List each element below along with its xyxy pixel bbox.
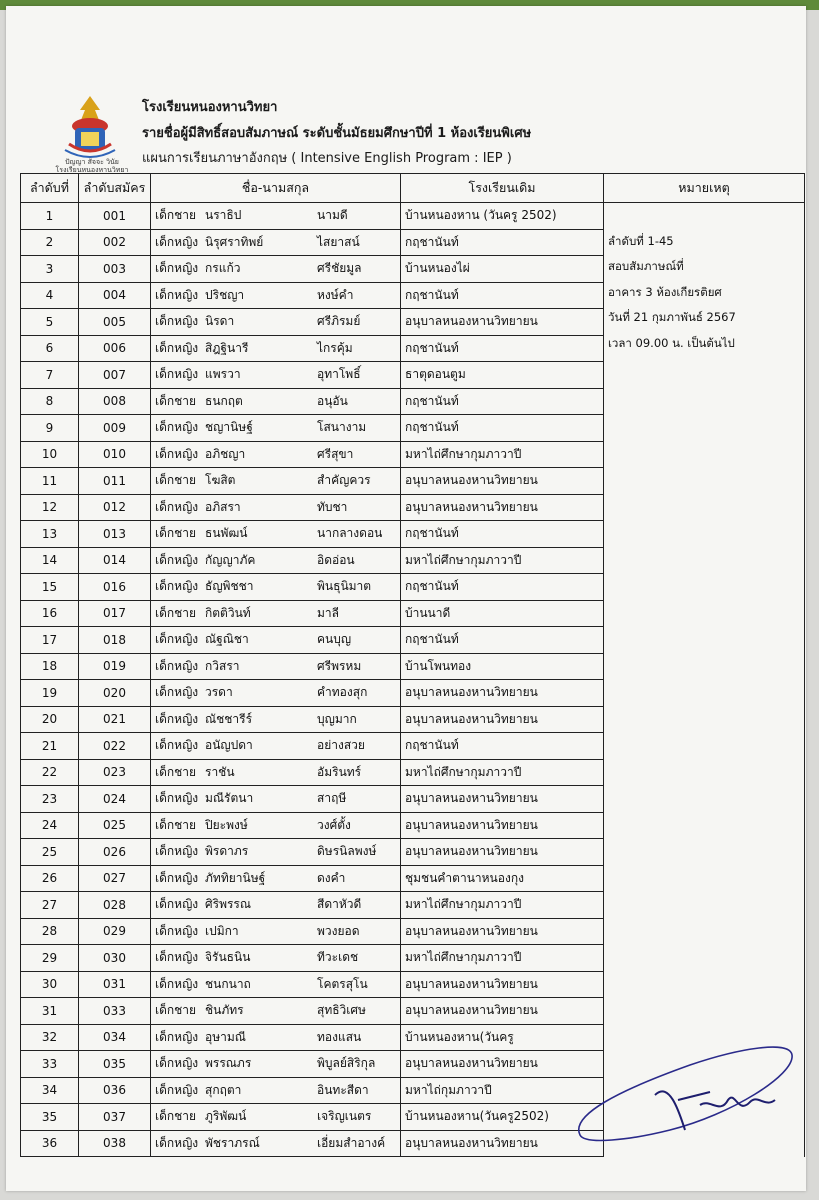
name-title: เด็กหญิง	[155, 446, 199, 461]
name-title: เด็กหญิง	[155, 314, 199, 329]
last-name: โสนางาม	[317, 420, 367, 435]
name-title: เด็กหญิง	[155, 658, 199, 673]
first-name: กัญญาภัค	[205, 552, 256, 567]
cell-app-no: 023	[79, 759, 151, 786]
cell-school: บ้านนาดี	[401, 600, 604, 627]
first-name: ปิยะพงษ์	[205, 817, 248, 832]
cell-no: 5	[21, 309, 79, 336]
cell-app-no: 020	[79, 680, 151, 707]
cell-no: 28	[21, 918, 79, 945]
cell-app-no: 013	[79, 521, 151, 548]
last-name: พินธุนิมาต	[317, 579, 372, 594]
cell-name	[151, 706, 401, 733]
cell-name	[151, 1077, 401, 1104]
name-title: เด็กหญิง	[155, 923, 199, 938]
cell-app-no: 017	[79, 600, 151, 627]
cell-name	[151, 865, 401, 892]
cell-name	[151, 441, 401, 468]
cell-name	[151, 1130, 401, 1157]
cell-name	[151, 388, 401, 415]
last-name: คนบุญ	[317, 632, 352, 647]
last-name: ศรีพรหม	[317, 658, 362, 673]
cell-remark	[604, 203, 805, 1157]
first-name: อุษามณี	[205, 1029, 246, 1044]
cell-school: บ้านหนองหาน(วันครู2502)	[401, 1104, 604, 1131]
name-title: เด็กหญิง	[155, 711, 199, 726]
school-name: โรงเรียนหนองหานวิทยา	[142, 100, 278, 115]
cell-no: 22	[21, 759, 79, 786]
cell-name	[151, 839, 401, 866]
name-title: เด็กหญิง	[155, 367, 199, 382]
first-name: ปริชญา	[205, 287, 245, 302]
last-name: อัมรินทร์	[317, 764, 362, 779]
cell-app-no: 038	[79, 1130, 151, 1157]
cell-name	[151, 574, 401, 601]
cell-school: ชุมชนคำตานาหนองกุง	[401, 865, 604, 892]
cell-app-no: 019	[79, 653, 151, 680]
cell-school: อนุบาลหนองหานวิทยายน	[401, 1051, 604, 1078]
school-logo-icon	[55, 92, 125, 167]
first-name: วรดา	[205, 685, 233, 700]
cell-no: 15	[21, 574, 79, 601]
cell-school: ธาตุดอนตูม	[401, 362, 604, 389]
cell-school: มหาไถ่ศึกษากุมภาวาปี	[401, 547, 604, 574]
cell-no: 11	[21, 468, 79, 495]
col-header-no: ลำดับที่	[21, 174, 79, 203]
first-name: ราชัน	[205, 764, 235, 779]
first-name: สิฎฐินารี	[205, 340, 249, 355]
first-name: เปมิกา	[205, 923, 239, 938]
cell-no: 30	[21, 971, 79, 998]
last-name: อิดอ่อน	[317, 552, 355, 567]
cell-app-no: 026	[79, 839, 151, 866]
first-name: มณีรัตนา	[205, 791, 254, 806]
remark-line: อาคาร 3 ห้องเกียรติยศ	[608, 284, 722, 299]
cell-name	[151, 282, 401, 309]
cell-no: 17	[21, 627, 79, 654]
last-name: ทีวะเดช	[317, 950, 359, 965]
cell-school: บ้านหนองหาน(วันครู	[401, 1024, 604, 1051]
first-name: กวิสรา	[205, 658, 240, 673]
name-title: เด็กหญิง	[155, 1082, 199, 1097]
last-name: สำคัญควร	[317, 473, 371, 488]
last-name: ดิษรนิลพงษ์	[317, 844, 377, 859]
last-name: ดงคำ	[317, 870, 346, 885]
cell-no: 4	[21, 282, 79, 309]
cell-name	[151, 812, 401, 839]
cell-school: กฤชานันท์	[401, 229, 604, 256]
logo-school: โรงเรียนหนองหานวิทยา	[55, 166, 129, 174]
cell-no: 34	[21, 1077, 79, 1104]
last-name: อุทาโพธิ์	[317, 367, 361, 382]
first-name: ณัชชารีร์	[205, 711, 253, 726]
cell-app-no: 002	[79, 229, 151, 256]
last-name: อนุอัน	[317, 393, 348, 408]
cell-name	[151, 256, 401, 283]
name-title: เด็กหญิง	[155, 870, 199, 885]
cell-no: 26	[21, 865, 79, 892]
cell-app-no: 030	[79, 945, 151, 972]
first-name: จิรันธนิน	[205, 950, 251, 965]
cell-no: 6	[21, 335, 79, 362]
last-name: เจริญเนตร	[317, 1109, 372, 1124]
cell-school: อนุบาลหนองหานวิทยายน	[401, 494, 604, 521]
name-title: เด็กหญิง	[155, 261, 199, 276]
cell-app-no: 010	[79, 441, 151, 468]
last-name: อินทะสีดา	[317, 1082, 369, 1097]
cell-name	[151, 203, 401, 230]
cell-app-no: 022	[79, 733, 151, 760]
cell-no: 25	[21, 839, 79, 866]
remark-line: เวลา 09.00 น. เป็นต้นไป	[608, 335, 735, 350]
first-name: อภิชญา	[205, 446, 246, 461]
cell-name	[151, 229, 401, 256]
cell-app-no: 029	[79, 918, 151, 945]
cell-no: 13	[21, 521, 79, 548]
program-name: แผนการเรียนภาษาอังกฤษ ( Intensive English Program : IEP )	[142, 151, 512, 166]
name-title: เด็กชาย	[155, 1109, 197, 1124]
cell-no: 31	[21, 998, 79, 1025]
cell-name	[151, 547, 401, 574]
last-name: สาฤษี	[317, 791, 347, 806]
cell-school: บ้านหนองหาน (วันครู 2502)	[401, 203, 604, 230]
cell-school: กฤชานันท์	[401, 574, 604, 601]
cell-no: 24	[21, 812, 79, 839]
name-title: เด็กหญิง	[155, 499, 199, 514]
signature-icon	[560, 1020, 810, 1160]
cell-name	[151, 998, 401, 1025]
cell-no: 12	[21, 494, 79, 521]
last-name: ศรีชัยมูล	[317, 261, 362, 276]
first-name: นิรุศราทิพย์	[205, 234, 264, 249]
name-title: เด็กชาย	[155, 1003, 197, 1018]
last-name: คำทองสุก	[317, 685, 368, 700]
name-title: เด็กชาย	[155, 817, 197, 832]
cell-school: มหาไถ่กุมภาวาปี	[401, 1077, 604, 1104]
cell-app-no: 024	[79, 786, 151, 813]
cell-school: กฤชานันท์	[401, 335, 604, 362]
cell-no: 20	[21, 706, 79, 733]
name-title: เด็กหญิง	[155, 579, 199, 594]
cell-school: อนุบาลหนองหานวิทยายน	[401, 786, 604, 813]
cell-school: มหาไถ่ศึกษากุมภาวาปี	[401, 945, 604, 972]
cell-app-no: 028	[79, 892, 151, 919]
col-header-school: โรงเรียนเดิม	[401, 174, 604, 203]
cell-school: อนุบาลหนองหานวิทยายน	[401, 706, 604, 733]
cell-app-no: 025	[79, 812, 151, 839]
name-title: เด็กหญิง	[155, 897, 199, 912]
cell-app-no: 004	[79, 282, 151, 309]
cell-app-no: 037	[79, 1104, 151, 1131]
name-title: เด็กหญิง	[155, 738, 199, 753]
cell-no: 3	[21, 256, 79, 283]
last-name: บุญมาก	[317, 711, 357, 726]
first-name: อนัญปดา	[205, 738, 253, 753]
remark-line: สอบสัมภาษณ์ที่	[608, 259, 684, 274]
cell-no: 19	[21, 680, 79, 707]
cell-app-no: 031	[79, 971, 151, 998]
cell-no: 33	[21, 1051, 79, 1078]
name-title: เด็กหญิง	[155, 1056, 199, 1071]
name-title: เด็กหญิง	[155, 950, 199, 965]
cell-no: 14	[21, 547, 79, 574]
last-name: โคตรสุโน	[317, 976, 368, 991]
cell-school: บ้านหนองไผ่	[401, 256, 604, 283]
first-name: แพรวา	[205, 367, 241, 382]
remark-line: วันที่ 21 กุมภาพันธ์ 2567	[608, 310, 736, 325]
name-title: เด็กหญิง	[155, 234, 199, 249]
first-name: ภัททิยานิษฐ์	[205, 870, 266, 885]
cell-school: อนุบาลหนองหานวิทยายน	[401, 309, 604, 336]
first-name: ชนกนาถ	[205, 976, 251, 991]
cell-school: บ้านโพนทอง	[401, 653, 604, 680]
col-header-remark: หมายเหตุ	[604, 174, 805, 203]
cell-app-no: 027	[79, 865, 151, 892]
cell-app-no: 007	[79, 362, 151, 389]
cell-no: 2	[21, 229, 79, 256]
cell-school: กฤชานันท์	[401, 415, 604, 442]
cell-no: 1	[21, 203, 79, 230]
cell-name	[151, 1104, 401, 1131]
cell-app-no: 005	[79, 309, 151, 336]
cell-school: มหาไถ่ศึกษากุมภาวาปี	[401, 892, 604, 919]
cell-school: อนุบาลหนองหานวิทยายน	[401, 680, 604, 707]
cell-app-no: 033	[79, 998, 151, 1025]
last-name: ศรีสุขา	[317, 446, 354, 461]
cell-name	[151, 653, 401, 680]
remark-line: ลำดับที่ 1-45	[608, 233, 674, 248]
cell-name	[151, 335, 401, 362]
last-name: สีดาหัวดี	[317, 897, 362, 912]
first-name: กิตติวินท์	[205, 605, 251, 620]
name-title: เด็กหญิง	[155, 552, 199, 567]
cell-no: 16	[21, 600, 79, 627]
first-name: ภูริพัฒน์	[205, 1109, 247, 1124]
cell-school: มหาไถ่ศึกษากุมภาวาปี	[401, 759, 604, 786]
cell-no: 29	[21, 945, 79, 972]
cell-name	[151, 733, 401, 760]
cell-name	[151, 494, 401, 521]
last-name: สุทธิวิเศษ	[317, 1003, 366, 1018]
last-name: หงษ์คำ	[317, 287, 354, 302]
cell-name	[151, 1024, 401, 1051]
cell-name	[151, 627, 401, 654]
cell-school: กฤชานันท์	[401, 627, 604, 654]
cell-app-no: 034	[79, 1024, 151, 1051]
first-name: กรแก้ว	[205, 261, 241, 276]
cell-school: อนุบาลหนองหานวิทยายน	[401, 998, 604, 1025]
cell-app-no: 001	[79, 203, 151, 230]
cell-name	[151, 918, 401, 945]
cell-school: กฤชานันท์	[401, 733, 604, 760]
cell-no: 7	[21, 362, 79, 389]
cell-school: กฤชานันท์	[401, 521, 604, 548]
first-name: ณัฐณิชา	[205, 632, 249, 647]
cell-app-no: 009	[79, 415, 151, 442]
last-name: ไกรคุ้ม	[317, 340, 353, 355]
last-name: พิบูลย์สิริกุล	[317, 1056, 376, 1071]
cell-app-no: 036	[79, 1077, 151, 1104]
last-name: ทับชา	[317, 499, 348, 514]
table-header-row	[21, 174, 805, 203]
page-title: รายชื่อผู้มีสิทธิ์สอบสัมภาษณ์ ระดับชั้นมัธยมศึกษาปีที่ 1 ห้องเรียนพิเศษ	[142, 126, 532, 141]
cell-school: อนุบาลหนองหานวิทยายน	[401, 1130, 604, 1157]
cell-school: กฤชานันท์	[401, 282, 604, 309]
cell-app-no: 011	[79, 468, 151, 495]
last-name: นากลางดอน	[317, 526, 383, 541]
cell-name	[151, 600, 401, 627]
name-title: เด็กหญิง	[155, 287, 199, 302]
last-name: นามดี	[317, 208, 348, 223]
cell-name	[151, 971, 401, 998]
first-name: ชญานิษฐ์	[205, 420, 253, 435]
logo-caption: ปัญญา สัจจะ วินัย	[65, 158, 119, 166]
col-header-app: ลำดับสมัคร	[79, 174, 151, 203]
last-name: วงศ์ตั้ง	[317, 817, 351, 832]
name-title: เด็กหญิง	[155, 1029, 199, 1044]
first-name: ชินภัทร	[205, 1003, 244, 1018]
name-title: เด็กชาย	[155, 473, 197, 488]
first-name: นิรดา	[205, 314, 235, 329]
cell-app-no: 008	[79, 388, 151, 415]
name-title: เด็กหญิง	[155, 1135, 199, 1150]
cell-school: มหาไถ่ศึกษากุมภาวาปี	[401, 441, 604, 468]
cell-app-no: 018	[79, 627, 151, 654]
cell-school: อนุบาลหนองหานวิทยายน	[401, 971, 604, 998]
last-name: ไสยาสน์	[317, 234, 360, 249]
cell-no: 21	[21, 733, 79, 760]
name-title: เด็กชาย	[155, 605, 197, 620]
last-name: ทองแสน	[317, 1029, 362, 1044]
cell-school: อนุบาลหนองหานวิทยายน	[401, 839, 604, 866]
cell-school: อนุบาลหนองหานวิทยายน	[401, 812, 604, 839]
first-name: นราธิป	[205, 208, 242, 223]
name-title: เด็กชาย	[155, 764, 197, 779]
cell-no: 27	[21, 892, 79, 919]
cell-app-no: 003	[79, 256, 151, 283]
cell-name	[151, 415, 401, 442]
cell-app-no: 006	[79, 335, 151, 362]
cell-name	[151, 1051, 401, 1078]
cell-app-no: 016	[79, 574, 151, 601]
name-title: เด็กหญิง	[155, 976, 199, 991]
first-name: โฆสิต	[205, 473, 236, 488]
cell-no: 18	[21, 653, 79, 680]
first-name: ธนพัฒน์	[205, 526, 248, 541]
first-name: พัชราภรณ์	[205, 1135, 260, 1150]
name-title: เด็กหญิง	[155, 685, 199, 700]
cell-school: อนุบาลหนองหานวิทยายน	[401, 468, 604, 495]
cell-school: กฤชานันท์	[401, 388, 604, 415]
cell-name	[151, 945, 401, 972]
last-name: พวงยอด	[317, 923, 360, 938]
name-title: เด็กหญิง	[155, 844, 199, 859]
cell-name	[151, 521, 401, 548]
first-name: พรรณภร	[205, 1056, 252, 1071]
cell-app-no: 021	[79, 706, 151, 733]
cell-name	[151, 759, 401, 786]
cell-no: 35	[21, 1104, 79, 1131]
name-title: เด็กชาย	[155, 526, 197, 541]
cell-app-no: 014	[79, 547, 151, 574]
cell-name	[151, 786, 401, 813]
name-title: เด็กชาย	[155, 208, 197, 223]
cell-no: 9	[21, 415, 79, 442]
cell-name	[151, 309, 401, 336]
cell-app-no: 012	[79, 494, 151, 521]
name-title: เด็กหญิง	[155, 420, 199, 435]
cell-name	[151, 680, 401, 707]
cell-school: อนุบาลหนองหานวิทยายน	[401, 918, 604, 945]
col-header-name: ชื่อ-นามสกุล	[151, 174, 401, 203]
cell-no: 36	[21, 1130, 79, 1157]
cell-name	[151, 362, 401, 389]
cell-name	[151, 468, 401, 495]
cell-no: 23	[21, 786, 79, 813]
name-title: เด็กหญิง	[155, 791, 199, 806]
name-title: เด็กชาย	[155, 393, 197, 408]
last-name: อย่างสวย	[317, 738, 365, 753]
cell-no: 32	[21, 1024, 79, 1051]
name-title: เด็กหญิง	[155, 632, 199, 647]
last-name: มาลี	[317, 605, 340, 620]
first-name: ธนกฤต	[205, 393, 243, 408]
cell-no: 8	[21, 388, 79, 415]
first-name: ศิริพรรณ	[205, 897, 251, 912]
cell-no: 10	[21, 441, 79, 468]
first-name: พิรดาภร	[205, 844, 249, 859]
name-title: เด็กหญิง	[155, 340, 199, 355]
cell-app-no: 035	[79, 1051, 151, 1078]
cell-name	[151, 892, 401, 919]
last-name: เอี่ยมสำอางค์	[317, 1135, 386, 1150]
table-row	[21, 203, 805, 230]
last-name: ศรีภิรมย์	[317, 314, 361, 329]
first-name: สุกฤตา	[205, 1082, 242, 1097]
first-name: ธัญพิชชา	[205, 579, 254, 594]
first-name: อภิสรา	[205, 499, 241, 514]
candidate-table	[20, 173, 805, 1157]
